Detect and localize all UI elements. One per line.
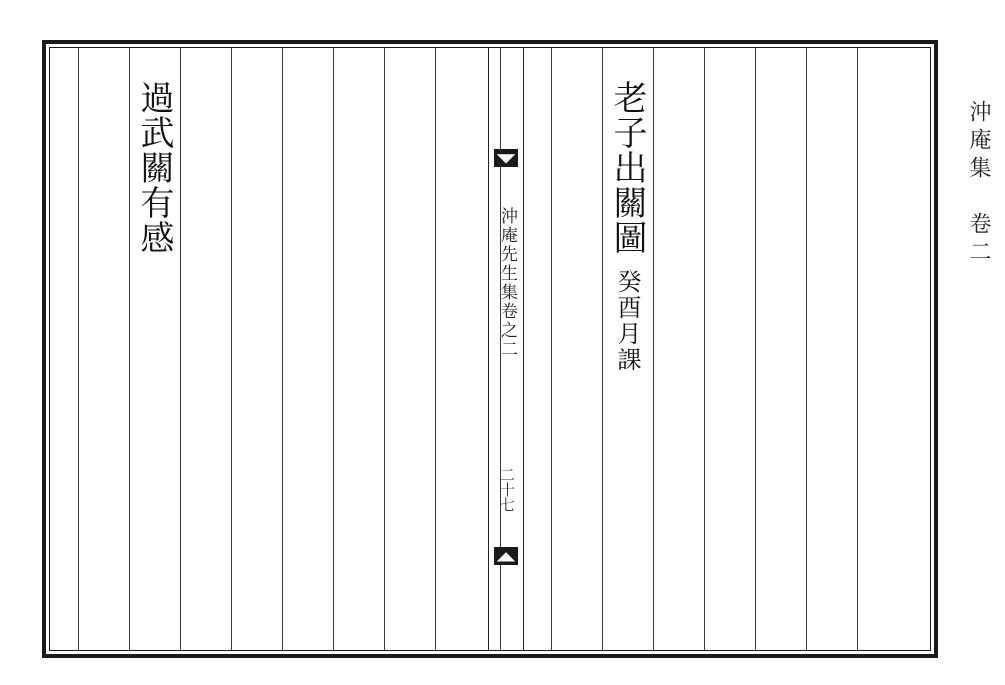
verse-column bbox=[82, 52, 124, 642]
fold-book-title: 沖庵先生集卷之二 bbox=[497, 207, 517, 359]
verse-column bbox=[555, 52, 597, 642]
verse-column bbox=[337, 52, 379, 642]
column-rule bbox=[602, 48, 603, 650]
fold-page-number: 二十七 bbox=[498, 467, 516, 512]
margin-book-title: 沖庵集 卷二 bbox=[966, 100, 991, 268]
fish-tail-mark-bottom: ◢◣ bbox=[494, 547, 518, 565]
column-rule bbox=[755, 48, 756, 650]
poem-title: 老子出關圖 bbox=[607, 80, 647, 255]
center-fold-strip bbox=[488, 47, 524, 651]
poem-title-column bbox=[133, 80, 175, 670]
verse-column bbox=[861, 52, 903, 642]
column-rule bbox=[180, 48, 181, 650]
column-rule bbox=[857, 48, 858, 650]
column-rule bbox=[653, 48, 654, 650]
verse-column bbox=[657, 52, 699, 642]
verse-column bbox=[759, 52, 801, 642]
column-rule bbox=[231, 48, 232, 650]
column-rule bbox=[435, 48, 436, 650]
fish-tail-mark-top: ◥◤ bbox=[494, 149, 518, 167]
column-rule bbox=[282, 48, 283, 650]
poem-title-column bbox=[606, 80, 648, 670]
column-rule bbox=[333, 48, 334, 650]
column-rule bbox=[551, 48, 552, 650]
verse-column bbox=[810, 52, 852, 642]
verse-column bbox=[286, 52, 328, 642]
column-rule bbox=[806, 48, 807, 650]
verse-column bbox=[235, 52, 277, 642]
column-rule bbox=[78, 48, 79, 650]
column-rule bbox=[704, 48, 705, 650]
verse-column bbox=[439, 52, 481, 642]
verse-column bbox=[708, 52, 750, 642]
verse-column bbox=[184, 52, 226, 642]
poem-title: 過武關有感 bbox=[134, 80, 174, 255]
poem-subtitle: 癸酉月課 bbox=[613, 269, 641, 373]
column-rule bbox=[384, 48, 385, 650]
column-rule bbox=[129, 48, 130, 650]
verse-column bbox=[388, 52, 430, 642]
